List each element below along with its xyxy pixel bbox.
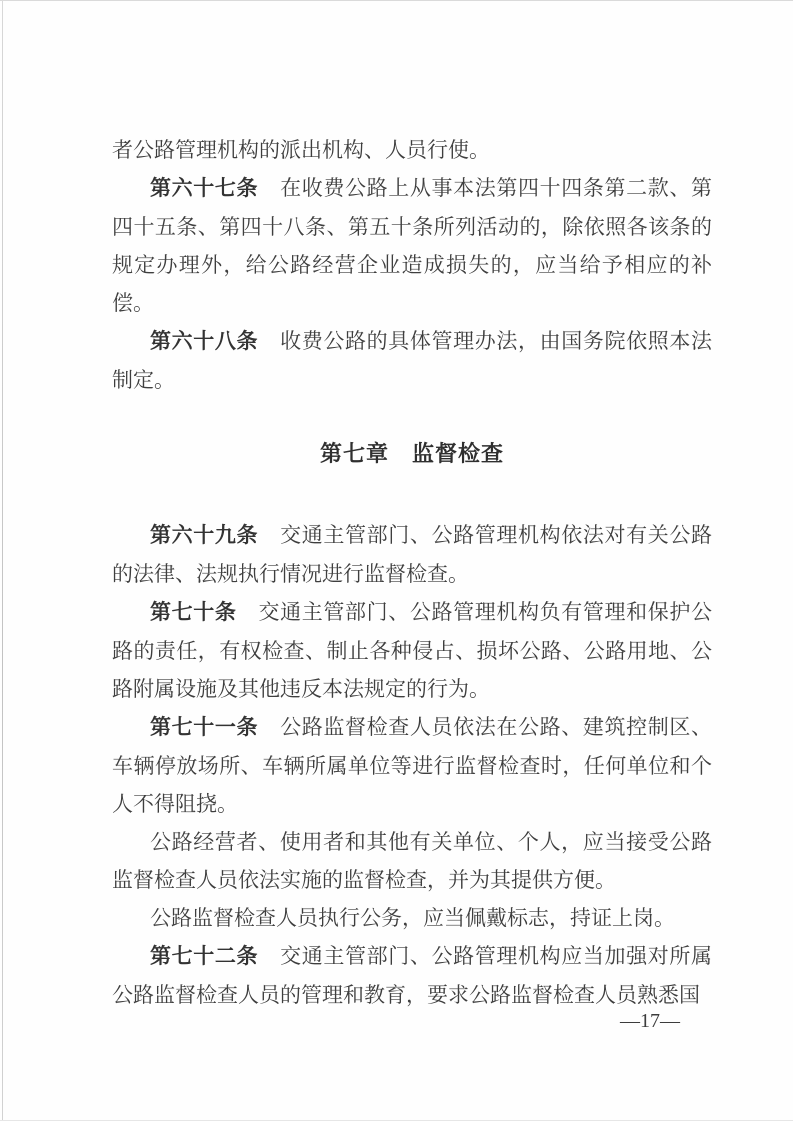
article-72-text: 交通主管部门、公路管理机构应当加强对所属公路监督检查人员的管理和教育，要求公路监督检查人员熟悉国 bbox=[112, 944, 712, 1007]
article-67-number: 第六十七条 bbox=[150, 177, 259, 200]
page-number: —17— bbox=[620, 1010, 680, 1032]
article-68-paragraph bbox=[112, 322, 712, 399]
article-69-text: 交通主管部门、公路管理机构依法对有关公路的法律、法规执行情况进行监督检查。 bbox=[112, 523, 712, 586]
chapter-7-heading: 第七章 监督检查 bbox=[319, 441, 504, 466]
article-68-number: 第六十八条 bbox=[150, 330, 259, 353]
article-68-text: 收费公路的具体管理办法，由国务院依照本法制定。 bbox=[112, 329, 712, 392]
article-71-subparagraph-2: 公路监督检查人员执行公务，应当佩戴标志，持证上岗。 bbox=[150, 906, 675, 930]
scan-edge-artifact-top bbox=[0, 0, 793, 1]
article-69-paragraph bbox=[112, 516, 712, 593]
paragraph-continuation: 者公路管理机构的派出机构、人员行使。 bbox=[112, 138, 490, 162]
article-67-paragraph bbox=[112, 169, 712, 322]
article-69-number: 第六十九条 bbox=[150, 524, 259, 547]
article-71-paragraph bbox=[112, 708, 712, 823]
article-71-subparagraph-1: 公路经营者、使用者和其他有关单位、个人，应当接受公路监督检查人员依法实施的监督检查，并为其提供方便。 bbox=[112, 830, 712, 892]
article-72-paragraph bbox=[112, 937, 712, 1014]
article-70-paragraph bbox=[112, 593, 712, 708]
article-70-number: 第七十条 bbox=[150, 601, 237, 624]
text-column bbox=[112, 131, 712, 1014]
article-70-text: 交通主管部门、公路管理机构负有管理和保护公路的责任，有权检查、制止各种侵占、损坏公路、公路用地、公路附属设施及其他违反本法规定的行为。 bbox=[112, 600, 712, 701]
article-67-text: 在收费公路上从事本法第四十四条第二款、第四十五条、第四十八条、第五十条所列活动的，除依照各该条的规定办理外，给公路经营企业造成损失的，应当给予相应的补偿。 bbox=[112, 176, 712, 315]
scan-edge-artifact-left bbox=[2, 0, 3, 1121]
article-72-number: 第七十二条 bbox=[150, 945, 259, 968]
article-71-number: 第七十一条 bbox=[150, 716, 259, 739]
article-71-text: 公路监督检查人员依法在公路、建筑控制区、车辆停放场所、车辆所属单位等进行监督检查时，任何单位和个人不得阻挠。 bbox=[112, 715, 712, 816]
